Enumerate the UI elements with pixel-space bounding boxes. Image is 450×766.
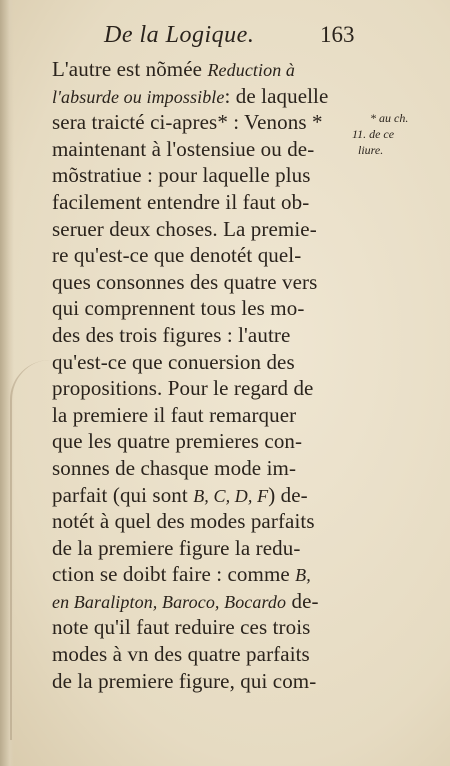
text-line [52,189,382,216]
margin-note-line: liure. [358,143,384,157]
text-line [52,668,382,695]
text-line [52,242,382,269]
body-text [52,56,382,694]
text-line [52,162,382,189]
text-line [52,295,382,322]
text-line [52,561,382,588]
text-line [52,588,382,615]
text-segment: de la premiere figure la redu- [52,535,301,560]
text-line [52,109,382,136]
text-segment: de- [286,588,319,613]
text-line [52,56,382,83]
text-line [52,508,382,535]
text-segment: des des trois figures : l'autre [52,322,291,347]
margin-note-line: * au ch. [370,111,409,125]
text-segment: facilement entendre il faut ob- [52,189,310,214]
italic-segment: en Baralipton, Baroco, Bocardo [52,591,287,612]
text-line [52,455,382,482]
text-segment: ction se doibt faire : comme [52,562,296,587]
text-segment: qu'est-ce que conuersion des [52,349,295,374]
text-line [52,402,382,429]
text-segment: note qu'il faut reduire ces trois [52,615,311,640]
text-segment: de la premiere figure, qui com- [52,668,317,693]
text-segment: ) de- [268,482,308,507]
text-segment: modes à vn des quatre parfaits [52,642,310,667]
text-segment: maintenant à l'ostensiue ou de- [52,136,315,161]
text-segment: parfait (qui sont [52,482,194,507]
italic-segment: B, C, D, F [193,485,269,506]
text-line [52,482,382,509]
text-segment: ques consonnes des quatre vers [52,269,318,294]
text-line [52,136,382,163]
running-head [0,22,450,52]
text-segment: la premiere il faut remarquer [52,402,297,427]
text-line [52,375,382,402]
text-segment: sera traicté ci-apres* : Venons * [52,110,323,135]
margin-notes [352,110,448,158]
running-head-title: De la Logique. [104,22,255,48]
text-line [52,535,382,562]
text-line [52,428,382,455]
italic-segment: Reduction à [207,60,296,80]
text-segment: notét à quel des modes parfaits [52,509,315,534]
italic-segment: B, [295,565,311,586]
margin-note-line: 11. de ce [352,127,395,141]
text-segment: seruer deux choses. La premie- [52,216,317,241]
text-line [52,614,382,641]
text-line [52,83,382,110]
text-segment: L'autre est nõmée [52,57,208,81]
text-line [52,349,382,376]
text-segment: que les quatre premieres con- [52,429,303,454]
text-line [52,269,382,296]
text-segment: sonnes de chasque mode im- [52,455,297,480]
text-line [52,641,382,668]
text-segment: qui comprennent tous les mo- [52,296,305,321]
page-number: 163 [320,22,355,47]
text-segment: re qu'est-ce que denotét quel- [52,243,302,268]
text-line [52,322,382,349]
italic-segment: l'absurde ou impossible [52,86,225,107]
text-segment: propositions. Pour le regard de [52,376,314,401]
text-segment: : de laquelle [224,83,329,108]
text-segment: mõstratiue : pour laquelle plus [52,163,311,188]
text-line [52,216,382,243]
